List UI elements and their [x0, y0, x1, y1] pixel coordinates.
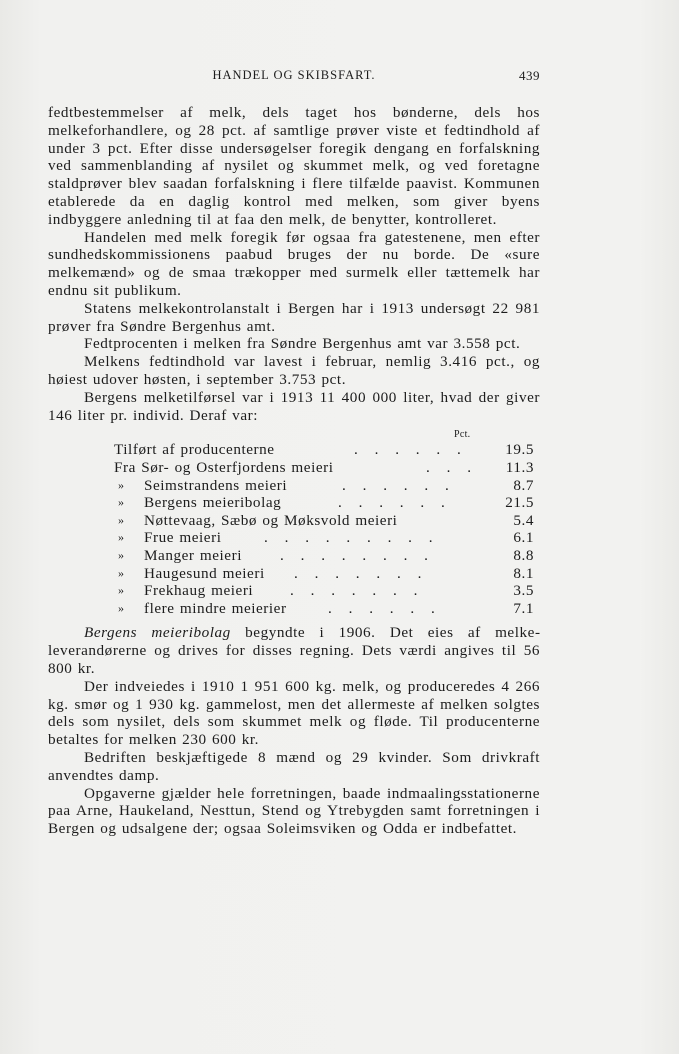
- page-header: [48, 68, 540, 86]
- paragraph: Opgaverne gjælder hele forretningen, baade indmaalingsstationerne paa Arne, Haukeland, Nesttun, Stend og Ytrebygden samt forretningen i Bergen og udsalgene der; ogsaa Soleimsviken og Odda er indbefattet.: [48, 784, 540, 838]
- ditto-mark: »: [118, 530, 125, 545]
- running-title: HANDEL OG SKIBSFART.: [212, 68, 376, 82]
- leader-dots: . . . . . .: [338, 494, 451, 512]
- table-row: [112, 600, 542, 618]
- leader-dots: . . .: [426, 458, 477, 476]
- ditto-mark: »: [118, 565, 125, 580]
- paragraph: Melkens fedtindhold var lavest i februar, nemlig 3.416 pct., og høiest udover høsten, i september 3.753 pct.: [48, 353, 540, 388]
- page-number: 439: [519, 68, 540, 83]
- leader-dots: . . . . . .: [354, 441, 467, 459]
- ditto-mark: »: [118, 583, 125, 598]
- table-row: [112, 565, 542, 583]
- row-label: Seimstrandens meieri: [144, 476, 288, 494]
- bottom-section: [48, 624, 540, 838]
- table-row: [112, 512, 542, 530]
- row-value: 6.1: [513, 529, 534, 547]
- table-row: [112, 494, 542, 512]
- table-rows: [112, 441, 542, 617]
- row-value: 21.5: [505, 494, 534, 512]
- paragraph: Der indveiedes i 1910 1 951 600 kg. melk, og produceredes 4 266 kg. smør og 1 930 kg. gammelost, men det allermeste af melken solgtes dels som nysilet, dels som skummet melk og fløde. Til producenterne betaltes for melken 230 600 kr.: [48, 677, 540, 749]
- paragraph: Handelen med melk foregik før ogsaa fra gatestenene, men efter sundhedskommissionens paabud bruges der nu borde. De «sure melkemænd» og de smaa trækopper med surmelk eller tættemelk har endnu sit publikum.: [48, 228, 540, 299]
- table-row: [112, 459, 542, 477]
- row-label: flere mindre meierier: [144, 599, 287, 617]
- leader-dots: . . . . . . . .: [280, 546, 434, 564]
- paragraph: Bedriften beskjæftigede 8 mænd og 29 kvinder. Som drivkraft anvendtes damp.: [48, 748, 540, 784]
- row-label: Tilført af producenterne: [114, 441, 275, 459]
- ditto-mark: »: [118, 512, 125, 527]
- table-row: [112, 582, 542, 600]
- row-value: 7.1: [513, 599, 534, 617]
- ditto-mark: »: [118, 495, 125, 510]
- leader-dots: . . . . . .: [342, 476, 455, 494]
- table-row: [112, 547, 542, 565]
- leader-dots: . . . . . . . . .: [264, 529, 439, 547]
- emphasis-company-name: Bergens meieribolag: [84, 624, 231, 642]
- row-label: Haugesund meieri: [144, 564, 265, 582]
- row-value: 19.5: [505, 441, 534, 459]
- ditto-mark: »: [118, 547, 125, 562]
- ditto-mark: »: [118, 600, 125, 615]
- table-row: [112, 529, 542, 547]
- row-value: 3.5: [513, 582, 534, 600]
- paragraph: Fedtprocenten i melken fra Søndre Bergenhus amt var 3.558 pct.: [84, 335, 521, 353]
- page-body: [48, 104, 540, 838]
- paragraph: [48, 624, 540, 677]
- row-value: 11.3: [505, 458, 534, 476]
- row-value: 8.7: [513, 476, 534, 494]
- table-row: [112, 441, 542, 459]
- ditto-mark: »: [118, 477, 125, 492]
- row-label: Bergens meieribolag: [144, 494, 282, 512]
- supply-table: [48, 426, 540, 616]
- leader-dots: . . . . . .: [328, 599, 441, 617]
- table-row: [112, 477, 542, 495]
- row-label: Frekhaug meieri: [144, 582, 254, 600]
- row-value: 8.8: [513, 546, 534, 564]
- paragraph-text: begyndte i 1906. Det eies af melkeleverandørerne og drives for disses regning. Dets værdi angives til 56 800 kr.: [48, 624, 540, 677]
- paragraph: fedtbestemmelser af melk, dels taget hos bønderne, dels hos melkeforhandlere, og 28 pct. af samtlige prøver viste et fedtindhold af under 3 pct. Efter disse undersøgelser foregik dengang en forfalskning ved sammenblanding af nysilet og skummet melk, og ved foretagne staldprøver blev saadan forfalskning i flere tilfælde paavist. Kommunen etablerede da en daglig kontrol med melken, som giver byens indbyggere anledning til at faa den melk, de benytter, kontrolleret.: [48, 104, 540, 228]
- leader-dots: . . . . . . .: [290, 582, 424, 600]
- paragraph: Bergens melketilførsel var i 1913 11 400 000 liter, hvad der giver 146 liter pr. individ. Deraf var:: [48, 388, 540, 424]
- unit-label: Pct.: [454, 429, 471, 441]
- paragraph: Statens melkekontrolanstalt i Bergen har i 1913 undersøgt 22 981 prøver fra Søndre Bergenhus amt.: [48, 299, 540, 335]
- row-value: 8.1: [513, 564, 534, 582]
- leader-dots: . . . . . . .: [294, 564, 428, 582]
- row-label: Fra Sør- og Osterfjordens meieri: [114, 458, 334, 476]
- row-value: 5.4: [513, 511, 534, 529]
- row-label: Frue meieri: [144, 529, 222, 547]
- row-label: Nøttevaag, Sæbø og Møksvold meieri: [144, 511, 398, 529]
- row-label: Manger meieri: [144, 546, 242, 564]
